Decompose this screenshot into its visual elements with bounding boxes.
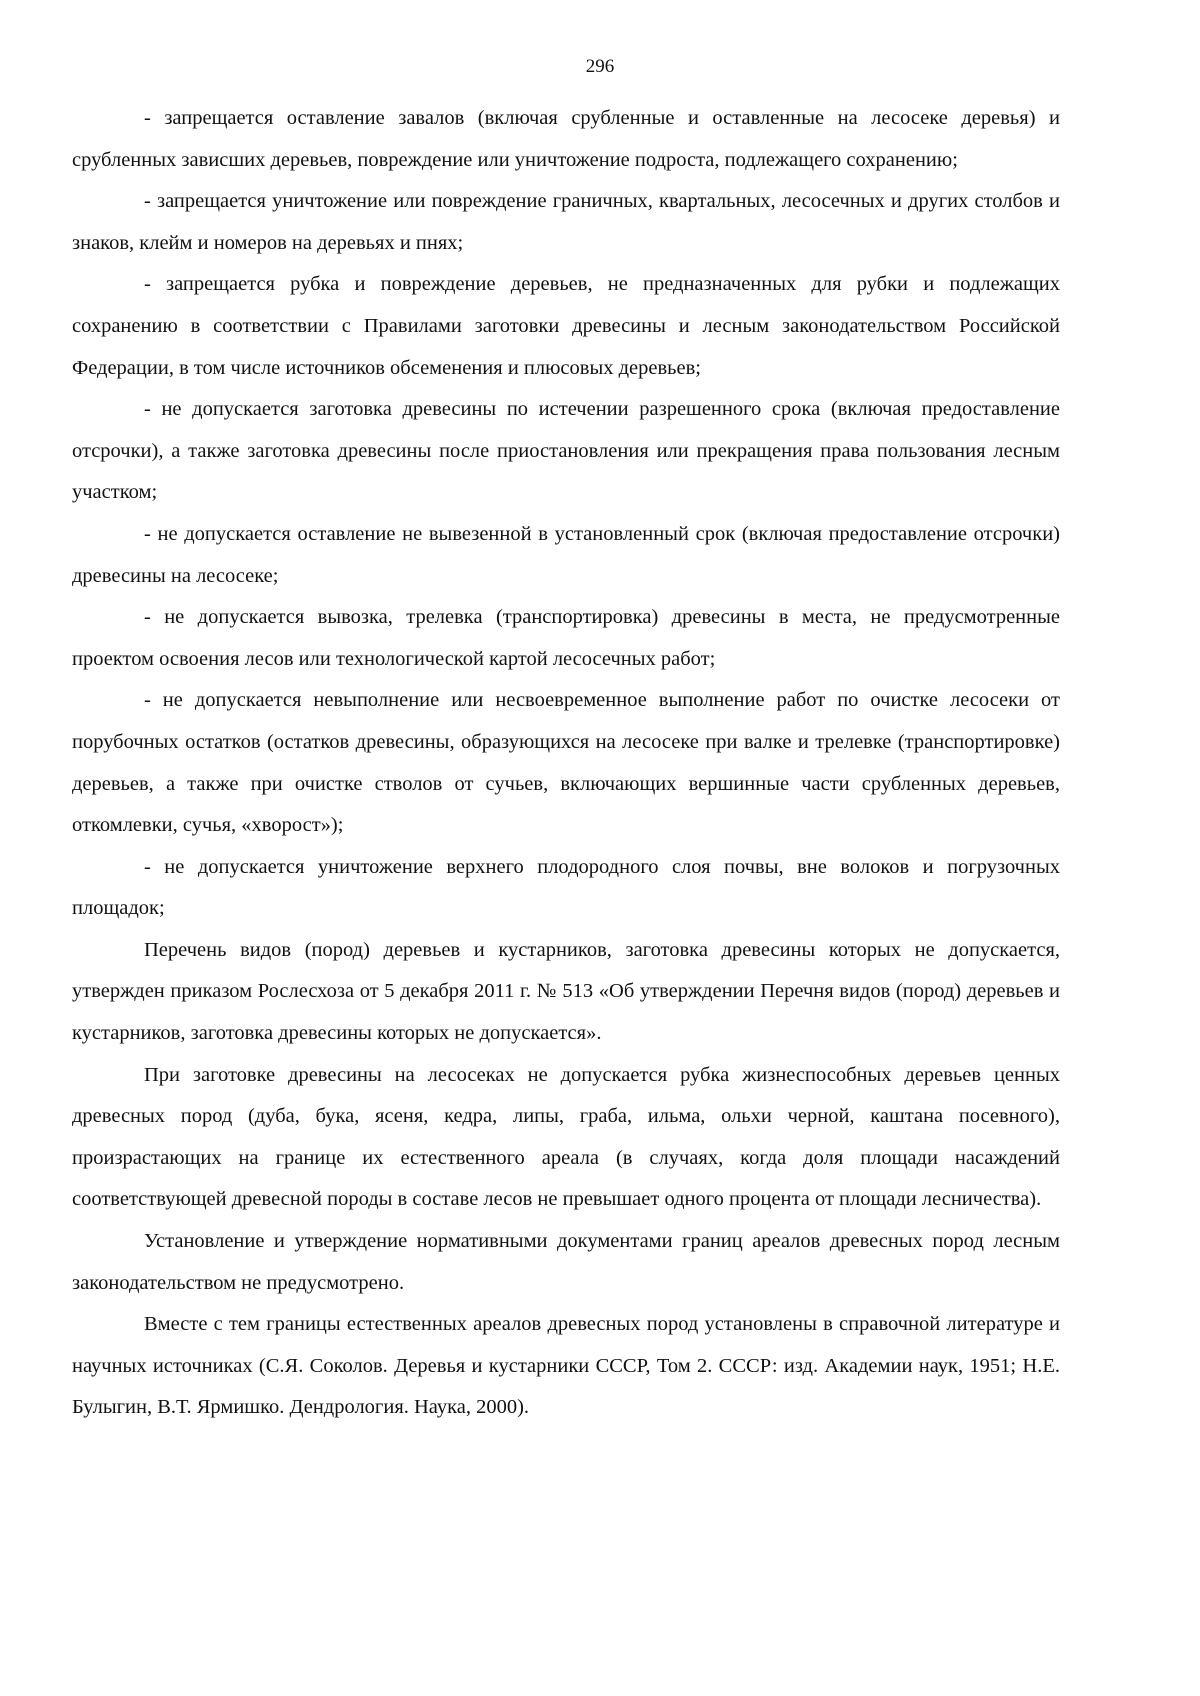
paragraph-slash-cleanup: - не допускается невыполнение или несвоевременное выполнение работ по очистке лесосеки от порубочных остатков (остатков древесины, образующихся на лесосеке при валке и трелевке (транспортировке) деревьев, а также при очистке стволов от сучьев, включающих вершинные части срубленных деревьев, откомлевки, сучья, «хворост»); [72, 689, 1060, 837]
paragraph-ban-windfalls: - запрещается оставление завалов (включая срубленные и оставленные на лесосеке деревья) и срубленных зависших деревьев, повреждение или уничтожение подроста, подлежащего сохранению; [72, 107, 1060, 171]
paragraph-references: Вместе с тем границы естественных ареалов древесных пород установлены в справочной литературе и научных источниках (С.Я. Соколов. Деревья и кустарники СССР, Том 2. СССР: изд. Академии наук, 1951; Н.Е. Булыгин, В.Т. Ярмишко. Дендрология. Наука, 2000). [72, 1313, 1060, 1419]
page-number: 296 [585, 56, 615, 77]
paragraph-range-boundaries: Установление и утверждение нормативными документами границ ареалов древесных пород лесным законодательством не предусмотрено. [72, 1230, 1060, 1294]
paragraph-ban-markers: - запрещается уничтожение или повреждение граничных, квартальных, лесосечных и других столбов и знаков, клейм и номеров на деревьях и пнях; [72, 190, 1060, 254]
paragraph-timber-removal: - не допускается оставление не вывезенной в установленный срок (включая предоставление отсрочки) древесины на лесосеке; [72, 522, 1060, 587]
document-body [72, 98, 1060, 1429]
paragraph-topsoil: - не допускается уничтожение верхнего плодородного слоя почвы, вне волоков и погрузочных площадок; [72, 855, 1060, 920]
paragraph-species-list: Перечень видов (пород) деревьев и кустарников, заготовка древесины которых не допускается, утвержден приказом Рослесхоза от 5 декабря 2011 г. № 513 «Об утверждении Перечня видов (пород) деревьев и кустарников, заготовка древесины которых не допускается». [72, 938, 1060, 1045]
paragraph-valuable-species: При заготовке древесины на лесосеках не допускается рубка жизнеспособных деревьев ценных древесных пород (дуба, бука, ясеня, кедра, липы, граба, ильма, ольхи черной, каштана посевного), произрастающих на границе их естественного ареала (в случаях, когда доля площади насаждений соответствующей древесной породы в составе лесов не превышает одного процента от площади лесничества). [72, 1063, 1060, 1211]
paragraph-harvest-deadline: - не допускается заготовка древесины по истечении разрешенного срока (включая предоставление отсрочки), а также заготовка древесины после приостановления или прекращения права пользования лесным участком; [72, 398, 1060, 504]
paragraph-ban-protected-trees: - запрещается рубка и повреждение деревьев, не предназначенных для рубки и подлежащих сохранению в соответствии с Правилами заготовки древесины и лесным законодательством Российской Федерации, в том числе источников обсеменения и плюсовых деревьев; [72, 273, 1060, 379]
paragraph-skidding: - не допускается вывозка, трелевка (транспортировка) древесины в места, не предусмотренные проектом освоения лесов или технологической картой лесосечных работ; [72, 606, 1060, 670]
